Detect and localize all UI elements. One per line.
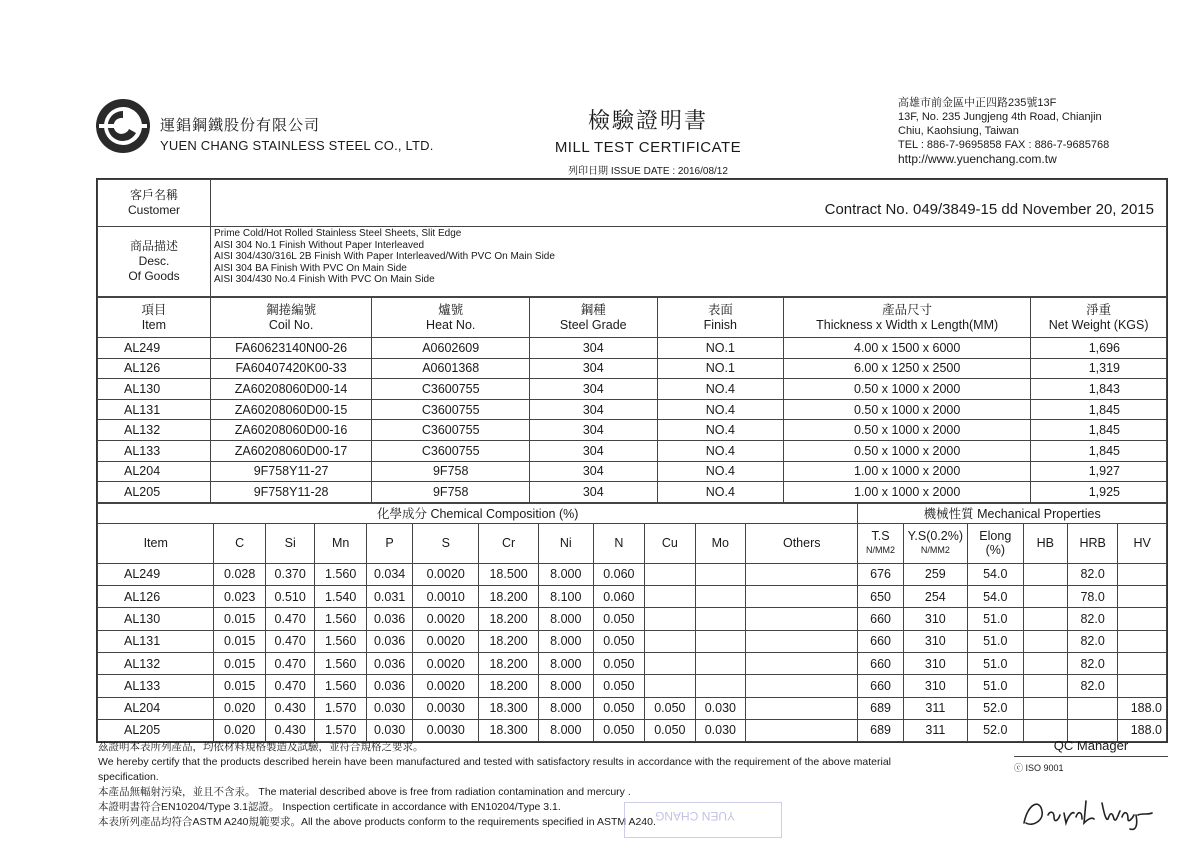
chem-cell: 0.036 [366,608,412,630]
coil-row [98,420,1167,441]
chem-cell: 660 [858,675,903,697]
coil-header-weight: 淨重 Net Weight (KGS) [1031,298,1167,338]
chem-cell: 54.0 [967,586,1023,608]
coil-cell: 1,845 [1031,420,1167,441]
chem-cell: 311 [903,719,967,741]
coil-header-grade: 鋼種 Steel Grade [529,298,657,338]
goods-line: AISI 304/430/316L 2B Finish With Paper Interleaved/With PVC On Main Side [214,251,555,262]
chem-cell [746,675,858,697]
coil-row [98,399,1167,420]
coil-cell: 1,843 [1031,379,1167,400]
coil-cell: NO.4 [657,440,784,461]
chem-cell: 82.0 [1067,563,1117,585]
coil-cell: AL126 [98,358,211,379]
chem-cell: 51.0 [967,630,1023,652]
address-en-1: 13F, No. 235 Jungjeng 4th Road, Chianjin [898,111,1102,123]
qc-manager-title: QC Manager [1014,737,1168,757]
coil-cell: ZA60208060D00-16 [210,420,372,441]
chem-cell: AL204 [98,697,214,719]
chem-cell: 676 [858,563,903,585]
chem-cell: 0.0030 [413,719,479,741]
chem-header-cell: Others [746,523,858,563]
chem-cell: 78.0 [1067,586,1117,608]
chem-cell: 660 [858,608,903,630]
chem-cell: 18.200 [479,652,539,674]
coil-cell: 1.00 x 1000 x 2000 [784,482,1031,503]
chem-cell: 650 [858,586,903,608]
chem-cell [695,652,745,674]
chem-cell: AL132 [98,652,214,674]
cert-line: 本產品無輻射污染，並且不含汞。 The material described above is free from radiation contamination and mercury . [98,786,631,798]
chem-header-cell: Cr [479,523,539,563]
chem-cell [1067,697,1117,719]
coil-cell: ZA60208060D00-14 [210,379,372,400]
goods-label-en-2: Of Goods [128,269,180,283]
chem-cell: 0.0020 [413,608,479,630]
coil-cell: 0.50 x 1000 x 2000 [784,420,1031,441]
coil-cell: 304 [529,440,657,461]
cert-line: 本表所列產品均符合ASTM A240規範要求。All the above products conform to the requirements specified in ASTM A240. [98,816,656,828]
address-zh: 高雄市前金區中正四路235號13F [898,97,1057,109]
coil-cell: NO.4 [657,461,784,482]
chem-cell [645,630,695,652]
coil-cell: FA60407420K00-33 [210,358,372,379]
coil-cell: AL133 [98,440,211,461]
chem-header-cell: Mo [695,523,745,563]
chem-cell [645,652,695,674]
chem-cell [1023,586,1067,608]
chem-cell [695,630,745,652]
customer-label-en: Customer [127,203,180,217]
chem-cell [1023,630,1067,652]
coil-cell: 9F758 [372,482,530,503]
phone-fax: TEL : 886-7-9695858 FAX : 886-7-9685768 [898,139,1110,151]
certificate-footer [96,737,1168,837]
company-name-zh: 運錩鋼鐵股份有限公司 [160,117,321,134]
coil-header-coil: 鋼捲編號 Coil No. [210,298,372,338]
coil-cell: 4.00 x 1500 x 6000 [784,338,1031,359]
chem-cell: 18.200 [479,586,539,608]
chem-cell: 52.0 [967,719,1023,741]
chem-cell [1023,652,1067,674]
goods-row [98,227,1167,297]
chem-cell: 0.0020 [413,675,479,697]
coil-cell: AL249 [98,338,211,359]
chem-cell: 310 [903,608,967,630]
chem-cell: 0.0020 [413,630,479,652]
coil-cell: 9F758Y11-27 [210,461,372,482]
chem-cell [746,652,858,674]
chem-cell: 0.050 [593,630,645,652]
coil-row [98,461,1167,482]
chem-cell [695,586,745,608]
chem-cell: 54.0 [967,563,1023,585]
certificate-header [0,0,1200,180]
coil-body [98,338,1167,503]
chem-cell [746,563,858,585]
chem-header-cell: C [214,523,266,563]
chem-cell: 0.0010 [413,586,479,608]
chem-cell: 259 [903,563,967,585]
coil-cell: ZA60208060D00-15 [210,399,372,420]
chem-cell [1023,697,1067,719]
goods-line: AISI 304 No.1 Finish Without Paper Interleaved [214,239,425,251]
mech-header-cell: HB [1023,523,1067,563]
coil-cell: 6.00 x 1250 x 2500 [784,358,1031,379]
chem-cell: 0.015 [214,652,266,674]
chem-cell: AL126 [98,586,214,608]
coil-row [98,338,1167,359]
chem-cell: 0.050 [593,652,645,674]
chem-cell: 188.0 [1118,719,1167,741]
chem-cell: 0.050 [593,719,645,741]
coil-cell: 304 [529,358,657,379]
chem-cell [746,608,858,630]
chem-row [98,697,1167,719]
qc-manager-box [1014,737,1168,774]
coil-row [98,358,1167,379]
title-zh: 檢驗證明書 [587,108,708,133]
chem-cell: 311 [903,697,967,719]
chem-cell: 18.300 [479,719,539,741]
chem-row [98,630,1167,652]
chem-cell: 82.0 [1067,652,1117,674]
chem-cell: 310 [903,652,967,674]
chem-header-cell: P [366,523,412,563]
chem-header-cell: N [593,523,645,563]
chem-cell: 0.430 [265,719,314,741]
coil-cell: C3600755 [372,399,530,420]
goods-label-en-1: Desc. [138,254,170,268]
chem-cell: AL249 [98,563,214,585]
chem-cell: 0.050 [645,697,695,719]
coil-cell: NO.4 [657,399,784,420]
goods-line: AISI 304 BA Finish With PVC On Main Side [214,262,407,274]
chem-header-cell: Mn [315,523,367,563]
coil-header-heat: 爐號 Heat No. [372,298,530,338]
chem-cell: 8.000 [538,563,593,585]
signature-icon [1018,793,1158,833]
certification-statement [98,740,1008,830]
coil-cell: 304 [529,338,657,359]
chem-cell: 0.030 [366,719,412,741]
chem-cell: 0.036 [366,630,412,652]
chem-cell: 0.034 [366,563,412,585]
chem-cell: 8.000 [538,675,593,697]
goods-label-zh: 商品描述 [129,239,178,253]
coil-cell: AL205 [98,482,211,503]
chem-cell: 0.030 [695,719,745,741]
stamp-mark [624,802,782,838]
chem-cell: 0.370 [265,563,314,585]
chem-header-cell: Ni [538,523,593,563]
chem-row [98,608,1167,630]
goods-description [211,227,1167,297]
chem-cell [695,563,745,585]
coil-table [97,297,1167,503]
coil-cell: 304 [529,461,657,482]
cert-line: 茲證明本表所列產品，均依材料規格製造及試驗，並符合規格之要求。 [98,741,424,753]
coil-cell: 304 [529,482,657,503]
coil-cell: A0602609 [372,338,530,359]
chem-cell: 18.200 [479,675,539,697]
chem-cell: 8.000 [538,719,593,741]
chem-cell: 0.470 [265,652,314,674]
stamp-text-icon: YUEN CHANG [655,809,736,823]
chem-cell: 310 [903,630,967,652]
mech-section-title: 機械性質 Mechanical Properties [858,503,1167,523]
chem-cell: 0.0020 [413,652,479,674]
chem-cell: 0.023 [214,586,266,608]
chem-body [98,563,1167,741]
chem-header-item: Item [98,523,214,563]
chem-cell: 0.036 [366,652,412,674]
coil-row [98,440,1167,461]
chem-table [97,503,1167,742]
mech-header-cell: HV [1118,523,1167,563]
mech-header-cell: Elong (%) [967,523,1023,563]
coil-cell: 0.50 x 1000 x 2000 [784,399,1031,420]
chem-row [98,652,1167,674]
coil-cell: NO.4 [657,379,784,400]
chem-header-cell: Si [265,523,314,563]
coil-cell: 1,927 [1031,461,1167,482]
chem-cell: 51.0 [967,675,1023,697]
goods-line: Prime Cold/Hot Rolled Stainless Steel Sheets, Slit Edge [214,228,462,239]
chem-cell: 82.0 [1067,630,1117,652]
goods-label [98,227,211,297]
chem-cell: 0.430 [265,697,314,719]
chem-cell: 0.510 [265,586,314,608]
chem-section-row [98,503,1167,523]
chem-cell: 0.060 [593,563,645,585]
chem-cell: 1.540 [315,586,367,608]
chem-cell [645,586,695,608]
chem-cell: 0.050 [593,697,645,719]
chem-cell: 689 [858,697,903,719]
chem-cell [1118,586,1167,608]
coil-cell: NO.4 [657,482,784,503]
coil-cell: 9F758Y11-28 [210,482,372,503]
coil-cell: 0.50 x 1000 x 2000 [784,440,1031,461]
coil-header-size: 產品尺寸 Thickness x Width x Length(MM) [784,298,1031,338]
coil-row [98,482,1167,503]
title-en: MILL TEST CERTIFICATE [554,139,742,156]
chem-cell: 1.560 [315,630,367,652]
chem-cell: 82.0 [1067,675,1117,697]
website-url: http://www.yuenchang.com.tw [898,152,1057,166]
mech-header-cell: Y.S(0.2%) N/MM2 [903,523,967,563]
chem-cell: 660 [858,652,903,674]
coil-header-item: 項目 Item [98,298,211,338]
chem-cell: 1.570 [315,719,367,741]
coil-cell: NO.4 [657,420,784,441]
chem-cell: 0.470 [265,608,314,630]
coil-cell: 304 [529,420,657,441]
coil-cell: 1,696 [1031,338,1167,359]
chem-cell: 0.028 [214,563,266,585]
chem-cell: 0.470 [265,675,314,697]
coil-cell: C3600755 [372,440,530,461]
coil-cell: A0601368 [372,358,530,379]
chem-row [98,563,1167,585]
chem-cell: 1.560 [315,652,367,674]
coil-cell: 1,925 [1031,482,1167,503]
chem-cell: 18.300 [479,697,539,719]
coil-cell: NO.1 [657,358,784,379]
cert-line: 本證明書符合EN10204/Type 3.1認證。 Inspection certificate in accordance with EN10204/Type 3.1. [98,801,561,813]
chem-cell: 18.500 [479,563,539,585]
chem-cell: 18.200 [479,630,539,652]
customer-label [98,180,211,227]
chem-cell [746,630,858,652]
chem-cell: 8.000 [538,652,593,674]
chem-cell: 8.000 [538,630,593,652]
coil-cell: 1,319 [1031,358,1167,379]
coil-cell: C3600755 [372,379,530,400]
coil-header-row [98,298,1167,338]
chem-cell: 0.036 [366,675,412,697]
chem-cell [1023,563,1067,585]
chem-cell: 310 [903,675,967,697]
coil-cell: 304 [529,379,657,400]
chem-header-cell: S [413,523,479,563]
chem-cell: 1.560 [315,563,367,585]
coil-cell: AL130 [98,379,211,400]
chem-row [98,675,1167,697]
coil-cell: AL204 [98,461,211,482]
company-name-en: YUEN CHANG STAINLESS STEEL CO., LTD. [160,138,434,153]
coil-cell: 304 [529,399,657,420]
chem-cell: 1.560 [315,608,367,630]
chem-cell: 0.015 [214,675,266,697]
chem-cell: 51.0 [967,652,1023,674]
coil-cell: 9F758 [372,461,530,482]
coil-cell: 1.00 x 1000 x 2000 [784,461,1031,482]
chem-cell [645,608,695,630]
chem-cell [645,563,695,585]
chem-cell [746,697,858,719]
coil-cell: 1,845 [1031,440,1167,461]
chem-column-header-row [98,523,1167,563]
customer-label-zh: 客戶名稱 [129,188,178,202]
coil-cell: FA60623140N00-26 [210,338,372,359]
chem-cell [1023,608,1067,630]
company-logo-icon [95,98,151,154]
copyright-icon: ⓒ [1014,763,1024,773]
goods-line: AISI 304/430 No.4 Finish With PVC On Main Side [214,274,435,285]
coil-cell: 1,845 [1031,399,1167,420]
chem-cell [695,608,745,630]
info-table [97,179,1167,297]
certificate-sheet [96,178,1168,743]
chem-cell: AL205 [98,719,214,741]
chem-cell [1023,675,1067,697]
coil-cell: 0.50 x 1000 x 2000 [784,379,1031,400]
chem-cell [1118,675,1167,697]
chem-cell: 0.030 [366,697,412,719]
iso-text: ISO 9001 [1025,763,1064,773]
chem-cell: 0.020 [214,697,266,719]
chem-cell: 18.200 [479,608,539,630]
chem-cell: 0.060 [593,586,645,608]
document-title [548,104,748,177]
chem-cell: 0.030 [695,697,745,719]
chem-cell: 0.015 [214,608,266,630]
issue-date: 列印日期 ISSUE DATE : 2016/08/12 [568,166,728,177]
contract-number: Contract No. 049/3849-15 dd November 20, 2015 [211,180,1167,227]
chem-cell [1118,608,1167,630]
mech-header-cell: T.S N/MM2 [858,523,903,563]
chem-cell: 0.050 [593,675,645,697]
iso-badge [1014,761,1168,774]
chem-cell: 0.031 [366,586,412,608]
cert-line: We hereby certify that the products described herein have been manufactured and tested with satisfactory results in accordance with the requirement of the above material [98,756,891,768]
chem-row [98,586,1167,608]
coil-cell: AL132 [98,420,211,441]
chem-cell: 8.000 [538,608,593,630]
company-address [898,96,1109,166]
chem-cell [645,675,695,697]
chem-cell: 660 [858,630,903,652]
company-name [160,114,434,153]
chem-cell: AL133 [98,675,214,697]
chem-cell: 52.0 [967,697,1023,719]
chem-cell: AL130 [98,608,214,630]
chem-cell: 0.050 [593,608,645,630]
chem-cell: 1.570 [315,697,367,719]
chem-cell: 0.015 [214,630,266,652]
coil-row [98,379,1167,400]
chem-cell [695,675,745,697]
chem-cell: 0.470 [265,630,314,652]
chem-cell [1118,630,1167,652]
coil-cell: AL131 [98,399,211,420]
customer-row [98,180,1167,227]
chem-cell: 82.0 [1067,608,1117,630]
chem-cell: 8.000 [538,697,593,719]
chem-cell [746,586,858,608]
cert-line: specification. [98,771,159,783]
chem-cell: 0.0020 [413,563,479,585]
mech-header-cell: HRB [1067,523,1117,563]
coil-header-finish: 表面 Finish [657,298,784,338]
chem-section-title: 化學成分 Chemical Composition (%) [98,503,858,523]
chem-cell [1118,563,1167,585]
chem-cell: 689 [858,719,903,741]
coil-cell: C3600755 [372,420,530,441]
coil-cell: ZA60208060D00-17 [210,440,372,461]
chem-header-cell: Cu [645,523,695,563]
address-en-2: Chiu, Kaohsiung, Taiwan [898,125,1019,137]
chem-cell: 0.0030 [413,697,479,719]
chem-cell [1118,652,1167,674]
chem-cell: 254 [903,586,967,608]
chem-cell: 1.560 [315,675,367,697]
chem-cell: 8.100 [538,586,593,608]
chem-cell: 0.050 [645,719,695,741]
chem-cell: AL131 [98,630,214,652]
chem-cell: 188.0 [1118,697,1167,719]
coil-cell: NO.1 [657,338,784,359]
chem-cell: 0.020 [214,719,266,741]
chem-cell: 51.0 [967,608,1023,630]
